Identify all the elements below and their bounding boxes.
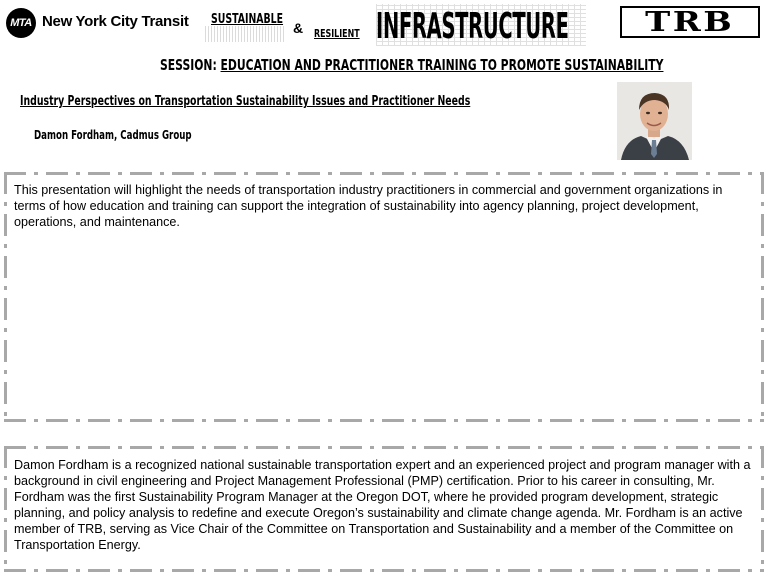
bio-border-top: [4, 446, 764, 449]
brand-infrastructure: INFRASTRUCTURE: [376, 6, 569, 47]
session-heading: [160, 56, 663, 74]
bio-border-bottom: [4, 569, 764, 572]
session-prefix: SESSION:: [160, 56, 217, 74]
abstract-text: This presentation will highlight the needs of transportation industry practitioners in commercial and government organizations in terms of how education and training can support the integration of sustainability into agency planning, project development, operations, and maintenance.: [14, 183, 723, 229]
mta-logo-text: MTA: [10, 17, 32, 29]
speaker-name: Damon Fordham, Cadmus Group: [34, 128, 192, 142]
abstract-border-left: [4, 172, 7, 422]
mta-logo: [6, 8, 36, 38]
abstract-border-bottom: [4, 419, 764, 422]
trb-logo-text: TRB: [645, 6, 735, 38]
trb-logo: [620, 6, 760, 38]
abstract-border-top: [4, 172, 764, 175]
talk-title: Industry Perspectives on Transportation Sustainability Issues and Practitioner Needs: [20, 94, 471, 109]
agency-name: New York City Transit: [42, 13, 189, 30]
brand-sustainable: SUSTAINABLE: [211, 12, 284, 27]
bio-text: Damon Fordham is a recognized national sustainable transportation expert and an experienced project and program manager with a background in civil engineering and Project Management Professional (PMP) certification. Prior to his career in consulting, Mr. Fordham was the first Sustainability Program Manager at the Oregon DOT, where he provided program development, strategic planning, and policy analysis to redefine and execute Oregon’s sustainability and climate change agenda. Mr. Fordham is an active member of TRB, serving as Vice Chair of the Committee on Transportation and Sustainability and a member of the Committee on Transportation Energy.: [14, 458, 751, 552]
abstract-border-right: [761, 172, 764, 422]
bio-border-left: [4, 446, 7, 572]
brand-ampersand: &: [293, 20, 304, 36]
brand-hatch-left: [205, 26, 285, 42]
bio-border-right: [761, 446, 764, 572]
session-name: EDUCATION AND PRACTITIONER TRAINING TO PROMOTE SUSTAINABILITY: [220, 56, 664, 74]
brand-resilient: RESILIENT: [314, 27, 360, 40]
speaker-portrait-graphic: [617, 82, 692, 160]
speaker-photo: [617, 82, 692, 160]
